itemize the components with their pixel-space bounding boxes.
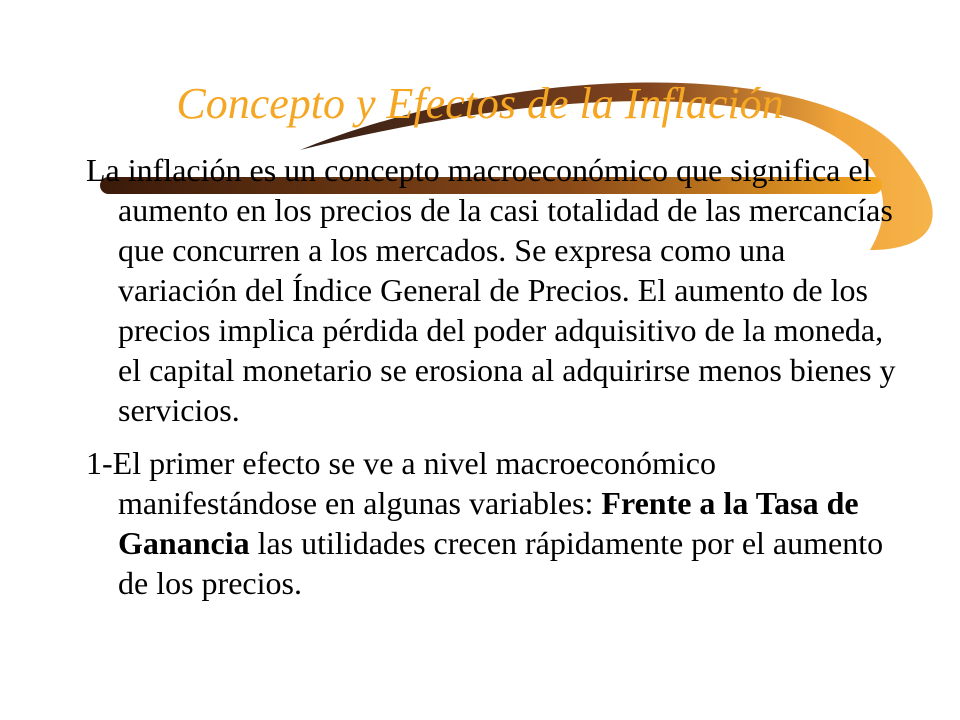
first-effect-conclusion: las utilidades crecen rápidamente por el aumento de los precios.: [118, 525, 884, 601]
paragraph-definition: La inflación es un concepto macroeconómico que significa el aumento en los precios de la casi totalidad de las mercancías que concurren a los mercados. Se expresa como una variación del Índice General de Precios. El aumento de los precios implica pérdida del poder adquisitivo de la moneda, el capital monetario se erosiona al adquirirse menos bienes y servicios.: [86, 152, 896, 428]
first-effect-highlight: Frente a la Tasa de Ganancia: [118, 485, 859, 561]
paragraph-first-effect: [86, 443, 906, 603]
slide-body: [86, 150, 906, 603]
first-effect-intro: 1-El primer efecto se ve a nivel macroeconómico manifestándose en algunas variables:: [86, 445, 716, 521]
slide-title: Concepto y Efectos de la Inflación: [176, 79, 784, 128]
